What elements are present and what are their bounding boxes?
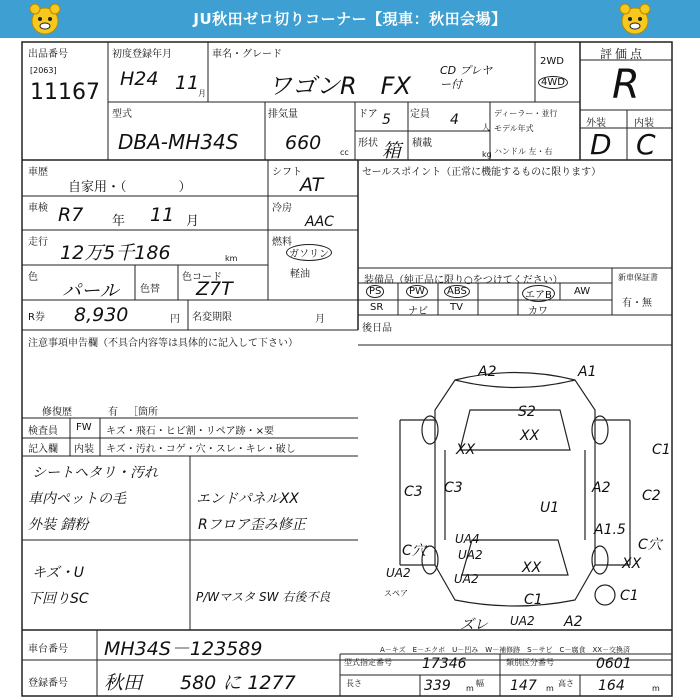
label-type: 型式	[112, 109, 132, 120]
mark-10: A2	[592, 480, 611, 496]
label-length: 長さ	[346, 679, 362, 688]
recycle-fee: 8,930	[74, 304, 129, 326]
mark-19: UA2	[454, 572, 479, 586]
label-repair: 修復歴	[42, 407, 72, 418]
label-4wd: 4WD	[538, 76, 568, 89]
mark-6: C1	[652, 442, 671, 458]
label-recycle: R券	[28, 312, 45, 323]
label-load: 積載	[412, 138, 432, 149]
label-name-grade: 車名・グレード	[212, 49, 282, 60]
ac-value: AAC	[305, 214, 334, 230]
mark-16: UA2	[386, 566, 411, 580]
label-color: 色	[28, 272, 38, 283]
label-spare: スペア	[384, 589, 408, 598]
label-tone: 色替	[140, 284, 160, 295]
displacement-value: 660	[285, 132, 322, 154]
defects-row1: キズ・飛石・ヒビ割・リペア跡・×要	[106, 426, 274, 437]
height-value: 164	[598, 678, 625, 694]
chassis-value: MH34S－123589	[104, 638, 263, 660]
color-value: パール	[62, 280, 119, 302]
label-fuel: 燃料	[272, 237, 292, 248]
warranty-yn: 有・無	[622, 298, 652, 309]
fuel-gas: ガソリン	[286, 244, 332, 261]
cc-unit: cc	[340, 148, 349, 157]
name-change-month: 月	[315, 314, 325, 325]
legend: A－キズ E－エクボ U－凹み W－補修跡 S－サビ C－腐食 XX－交換済	[380, 646, 631, 654]
seats-value: 4	[450, 112, 459, 128]
seat-unit: 人	[482, 123, 490, 132]
label-writer: 記入欄	[28, 444, 58, 455]
inspection-month: 11	[150, 204, 175, 226]
kg-unit: kg	[482, 150, 492, 159]
ext-grade: D	[590, 128, 612, 161]
label-sales-point: セールスポイント（正常に機能するものに限ります）	[362, 167, 602, 178]
label-eval: 評価点	[600, 47, 646, 61]
repair-yes: 有	[108, 407, 118, 418]
fuel-diesel: 軽油	[290, 269, 310, 280]
label-mileage: 走行	[28, 237, 48, 248]
label-inspector: 検査員	[28, 426, 58, 437]
width-value: 147	[510, 678, 537, 694]
windshield	[460, 410, 570, 450]
shape-value: 箱	[382, 140, 402, 162]
label-model-year: モデル年式	[494, 124, 534, 133]
label-width: 幅	[476, 679, 484, 688]
reg-area: 秋田	[104, 672, 143, 694]
mark-13: C穴	[638, 537, 662, 553]
month-label: 月	[186, 214, 200, 229]
label-notes: 注意事項申告欄（不具合内容等は具体的に記入して下さい）	[28, 338, 298, 349]
mark-25: A2	[564, 614, 583, 630]
label-equipment: 装備品（純正品に限り○をつけてください）	[364, 275, 563, 286]
label-shift: シフト	[272, 167, 302, 178]
label-name-change: 名変期限	[192, 312, 232, 323]
repair-part: ［箇所	[128, 407, 158, 418]
note-3: 外装 錆粉	[28, 517, 89, 533]
label-class-no: 類別区分番号	[506, 658, 554, 667]
equip-sr: SR	[370, 302, 384, 313]
label-history: 車歴	[28, 167, 48, 178]
mark-11: C2	[642, 488, 661, 504]
mark-4: XX	[520, 428, 540, 444]
label-doors: ドア	[358, 109, 378, 120]
model-code: DBA-MH34S	[118, 130, 239, 154]
label-handle: ハンドル 左・右	[494, 147, 553, 156]
note-5: 下回りSC	[28, 591, 89, 607]
label-ac: 冷房	[272, 203, 292, 214]
recycle-unit: 円	[170, 314, 180, 325]
equip-abs: ABS	[444, 285, 470, 298]
mark-18: XX	[522, 560, 542, 576]
label-paint-code: 色コード	[182, 272, 222, 283]
equip-leather: カワ	[528, 306, 548, 317]
label-capacity: 定員	[410, 109, 430, 120]
mark-9: U1	[540, 500, 560, 516]
lot-number: 11167	[30, 80, 100, 105]
equip-pw: PW	[406, 285, 428, 298]
spare-tire	[595, 585, 615, 605]
equip-airbag: エアB	[522, 285, 555, 302]
spec-no: 17346	[422, 656, 467, 672]
reg-no: 580 に 1277	[180, 672, 296, 694]
mark-23: ズレ	[460, 617, 488, 633]
mark-20: C1	[620, 588, 639, 604]
mark-5: XX	[456, 442, 476, 458]
label-interior: 内装	[74, 444, 94, 455]
m-unit-1: m	[466, 684, 474, 693]
label-lot: 出品番号	[28, 49, 68, 60]
mark-8: C3	[444, 480, 463, 496]
m-unit-2: m	[546, 684, 554, 693]
equip-aw: AW	[574, 286, 591, 297]
label-spec-no: 型式指定番号	[344, 658, 392, 667]
note-1: シートヘタリ・汚れ	[32, 465, 158, 481]
page-title: JU秋田ゼロ切りコーナー【現車：秋田会場】	[193, 10, 507, 28]
equip-navi: ナビ	[408, 306, 428, 317]
year-label: 年	[112, 214, 126, 229]
history-value: 自家用・（ ）	[68, 180, 192, 195]
cd-note: CD プレヤー付	[440, 64, 493, 91]
note-right-3: P/Wマスタ SW 右後不良	[196, 590, 331, 604]
month-unit: 月	[198, 89, 206, 98]
label-reg-no: 登録番号	[28, 678, 68, 689]
label-2wd: 2WD	[540, 56, 564, 67]
inspection-year: R7	[58, 204, 84, 226]
note-right-2: Rフロア歪み修正	[198, 517, 306, 533]
label-height: 高さ	[558, 679, 574, 688]
note-4: キズ・U	[32, 565, 84, 581]
note-2: 車内ペットの毛	[28, 491, 126, 507]
mark-17: C穴	[402, 543, 426, 559]
m-unit-3: m	[652, 684, 660, 693]
car-front-edge	[455, 380, 575, 388]
doors-value: 5	[382, 112, 391, 128]
mileage-value: 12万5千186	[60, 242, 171, 264]
label-inspection: 車検	[28, 203, 48, 214]
label-ext: 外装	[586, 118, 606, 129]
mark-12: A1.5	[594, 522, 626, 538]
mark-7: C3	[404, 484, 423, 500]
lot-small: [2063]	[30, 66, 57, 75]
equip-tv: TV	[450, 302, 463, 313]
shift-value: AT	[300, 174, 324, 196]
first-reg-month: 11	[175, 72, 200, 94]
defects-row2: キズ・汚れ・コゲ・穴・スレ・キレ・破し	[106, 444, 296, 455]
car-name: ワゴンR FX	[268, 72, 411, 100]
mark-22: C1	[524, 592, 543, 608]
note-right-1: エンドパネルXX	[196, 491, 299, 507]
label-displacement: 排気量	[268, 109, 298, 120]
mark-24: UA2	[510, 614, 535, 628]
first-reg-year: H24	[120, 68, 159, 90]
label-shape: 形状	[358, 138, 378, 149]
label-warranty: 新車保証書	[618, 273, 658, 282]
label-aftermarket: 後日品	[362, 323, 392, 334]
km-unit: km	[225, 254, 238, 263]
mark-21: XX	[622, 556, 642, 572]
paint-code-value: Z7T	[196, 278, 233, 300]
score: R	[612, 62, 640, 108]
mark-3: S2	[518, 404, 536, 420]
label-dealer: ディーラー・並行	[494, 109, 558, 118]
equip-ps: PS	[366, 285, 384, 298]
label-fw: FW	[76, 422, 92, 433]
length-value: 339	[424, 678, 451, 694]
mark-2: A1	[578, 364, 597, 380]
mark-1: A2	[478, 364, 497, 380]
int-grade: C	[636, 128, 656, 161]
mark-15: UA2	[458, 548, 483, 562]
mark-14: UA4	[455, 532, 480, 546]
label-first-reg: 初度登録年月	[112, 49, 172, 60]
label-chassis: 車台番号	[28, 644, 68, 655]
class-no: 0601	[596, 656, 632, 672]
label-int: 内装	[634, 118, 654, 129]
